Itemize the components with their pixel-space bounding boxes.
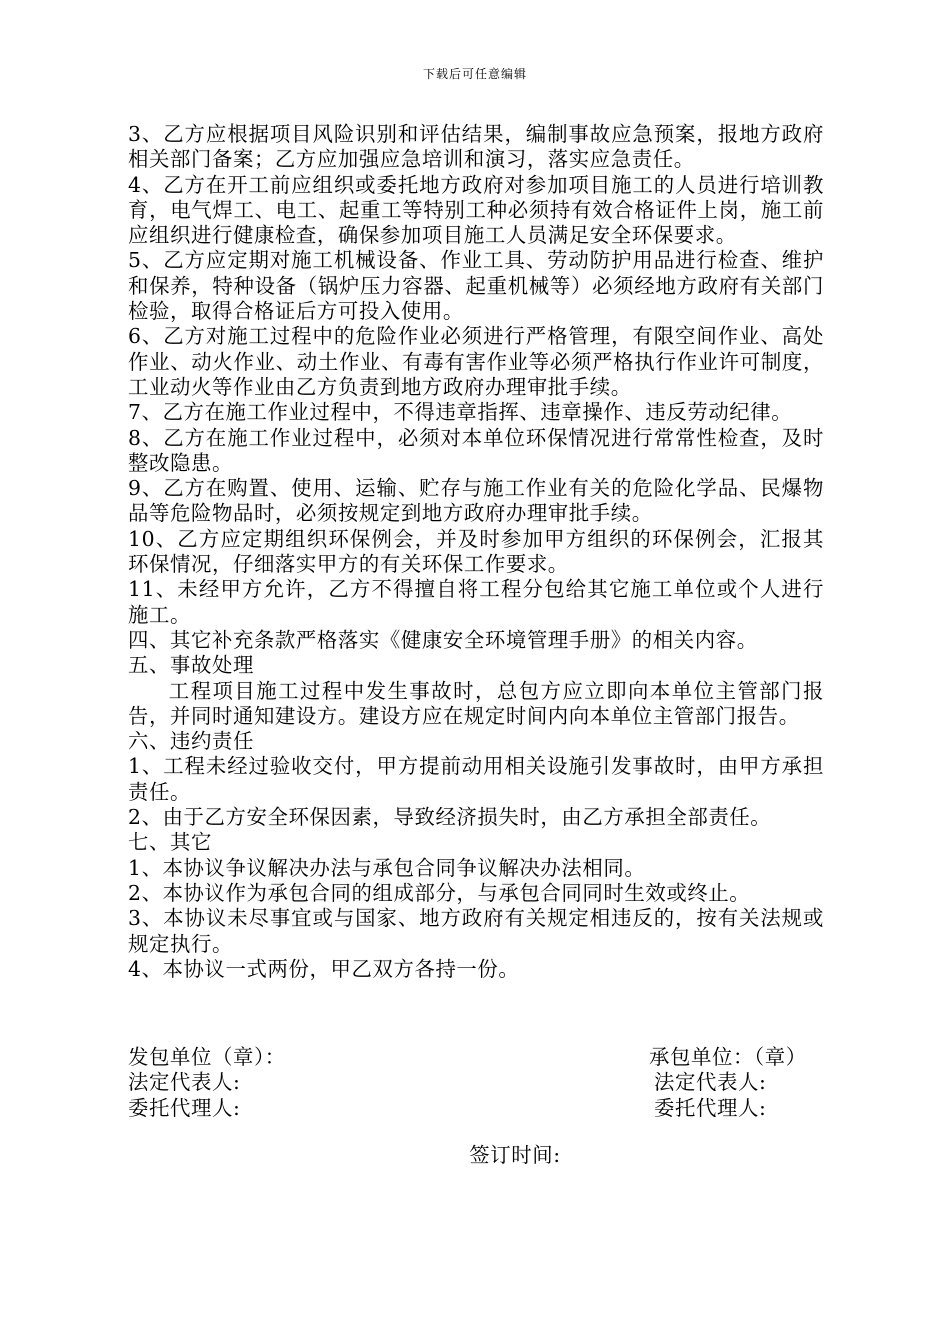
party-a-agent: 委托代理人: [128,1095,241,1120]
liability-clause-1: 1、工程未经过验收交付，甲方提前动用相关设施引发事故时，由甲方承担责任。 [128,754,824,804]
section-7-heading: 七、其它 [128,830,212,855]
liability-clause-2: 2、由于乙方安全环保因素，导致经济损失时，由乙方承担全部责任。 [128,805,772,830]
signature-row-agent [128,1096,824,1121]
party-a-unit: 发包单位（章）： [128,1045,286,1069]
page-header-note: 下载后可任意编辑 [422,67,527,81]
section-5-heading: 五、事故处理 [128,653,254,678]
accident-handling-text: 工程项目施工过程中发生事故时，总包方应立即向本单位主管部门报告，并同时通知建设方。建设方应在规定时间内向本单位主管部门报告。 [128,678,824,728]
clause-11: 11、未经甲方允许，乙方不得擅自将工程分包给其它施工单位或个人进行施工。 [128,577,824,627]
other-clause-3: 3、本协议未尽事宜或与国家、地方政府有关规定相违反的，按有关法规或规定执行。 [128,906,824,956]
clause-10: 10、乙方应定期组织环保例会，并及时参加甲方组织的环保例会，汇报其环保情况，仔细落实甲方的有关环保工作要求。 [128,526,824,577]
party-b-legal-rep: 法定代表人: [654,1070,767,1095]
other-clause-1: 1、本协议争议解决办法与承包合同争议解决办法相同。 [128,855,646,880]
signing-date-label: 签订时间: [469,1143,561,1167]
signature-block [128,1045,824,1121]
signature-row-rep [128,1070,824,1095]
signature-row-unit [128,1045,824,1070]
section-4-heading: 四、其它补充条款严格落实《健康安全环境管理手册》的相关内容。 [128,627,758,652]
clause-7: 7、乙方在施工作业过程中，不得违章指挥、违章操作、违反劳动纪律。 [128,400,793,425]
clause-5: 5、乙方应定期对施工机械设备、作业工具、劳动防护用品进行检查、维护和保养，特种设备（锅炉压力容器、起重机械等）必须经地方政府有关部门检验，取得合格证后方可投入使用。 [128,248,824,324]
clause-6: 6、乙方对施工过程中的危险作业必须进行严格管理，有限空间作业、高处作业、动火作业、动土作业、有毒有害作业等必须严格执行作业许可制度，工业动火等作业由乙方负责到地方政府办理审批手续。 [128,324,824,399]
clause-4: 4、乙方在开工前应组织或委托地方政府对参加项目施工的人员进行培训教育，电气焊工、电工、起重工等特别工种必须持有效合格证件上岗，施工前应组织进行健康检查，确保参加项目施工人员满足安全环保要求。 [128,172,824,248]
section-6-heading: 六、违约责任 [128,729,254,754]
clause-3: 3、乙方应根据项目风险识别和评估结果，编制事故应急预案，报地方政府相关部门备案；乙方应加强应急培训和演习，落实应急责任。 [128,122,824,172]
agreement-body [128,122,824,982]
clause-9: 9、乙方在购置、使用、运输、贮存与施工作业有关的危险化学品、民爆物品等危险物品时，必须按规定到地方政府办理审批手续。 [128,476,824,526]
party-b-unit: 承包单位：（章） [649,1045,807,1069]
other-clause-2: 2、本协议作为承包合同的组成部分，与承包合同同时生效或终止。 [128,880,751,905]
other-clause-4: 4、本协议一式两份，甲乙双方各持一份。 [128,956,520,981]
party-a-legal-rep: 法定代表人: [128,1070,241,1095]
clause-8: 8、乙方在施工作业过程中，必须对本单位环保情况进行常常性检查，及时整改隐患。 [128,425,824,475]
party-b-agent: 委托代理人: [654,1095,767,1120]
